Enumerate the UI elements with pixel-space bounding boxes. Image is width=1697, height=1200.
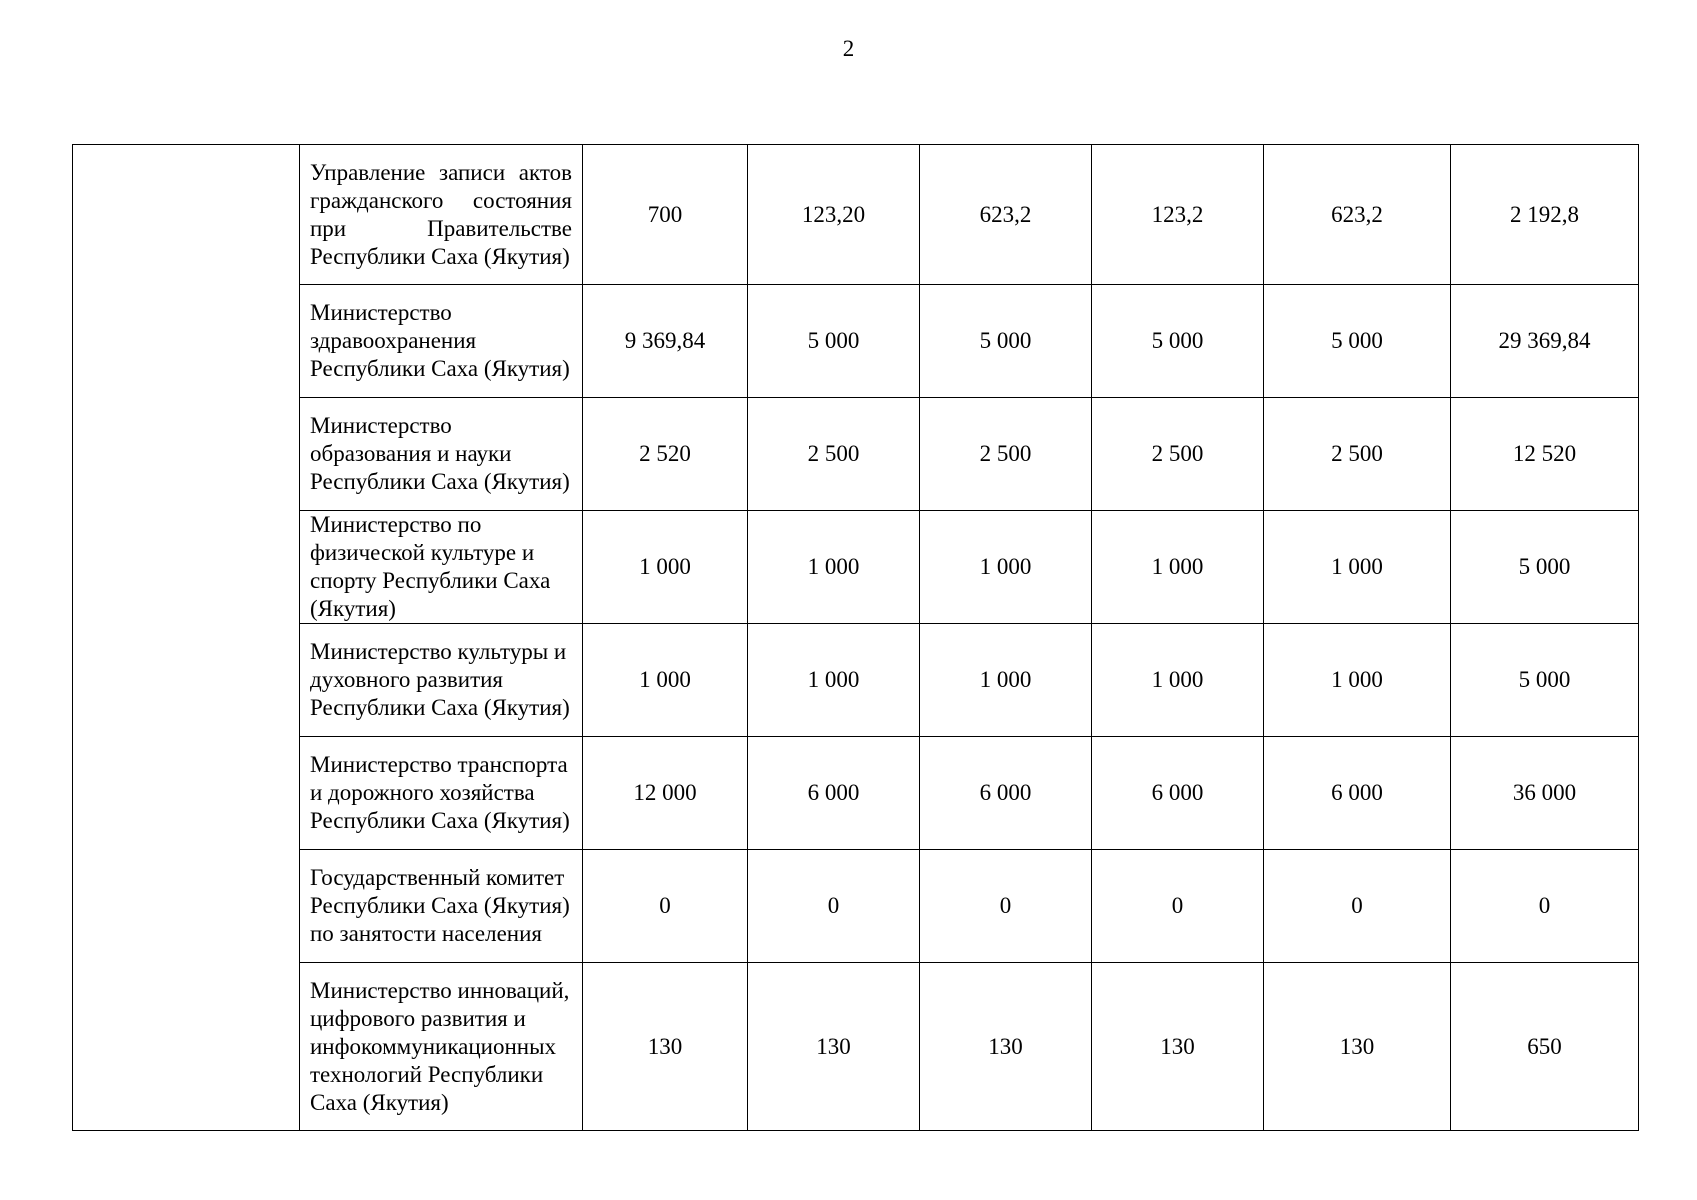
value-cell: 0 xyxy=(748,850,920,963)
total-cell: 36 000 xyxy=(1451,737,1639,850)
value-cell: 12 000 xyxy=(583,737,748,850)
table-row xyxy=(73,145,1639,285)
value-cell: 1 000 xyxy=(748,624,920,737)
value-cell: 130 xyxy=(583,963,748,1131)
table-row xyxy=(73,624,1639,737)
total-cell: 0 xyxy=(1451,850,1639,963)
value-cell: 6 000 xyxy=(1092,737,1264,850)
value-cell: 2 500 xyxy=(748,398,920,511)
value-cell: 0 xyxy=(1264,850,1451,963)
total-cell: 2 192,8 xyxy=(1451,145,1639,285)
org-name-cell: Министерство образования и науки Республики Саха (Якутия) xyxy=(300,398,583,511)
value-cell: 1 000 xyxy=(1092,511,1264,624)
value-cell: 1 000 xyxy=(920,624,1092,737)
value-cell: 123,2 xyxy=(1092,145,1264,285)
value-cell: 1 000 xyxy=(1092,624,1264,737)
total-cell: 5 000 xyxy=(1451,511,1639,624)
org-name-cell: Министерство по физической культуре и спорту Республики Саха (Якутия) xyxy=(300,511,583,624)
org-name-cell: Министерство здравоохранения Республики Саха (Якутия) xyxy=(300,285,583,398)
value-cell: 1 000 xyxy=(1264,624,1451,737)
table-row xyxy=(73,511,1639,624)
value-cell: 5 000 xyxy=(1264,285,1451,398)
total-cell: 12 520 xyxy=(1451,398,1639,511)
value-cell: 6 000 xyxy=(748,737,920,850)
merged-empty-cell xyxy=(73,145,300,1131)
value-cell: 5 000 xyxy=(748,285,920,398)
value-cell: 6 000 xyxy=(1264,737,1451,850)
page-number: 2 xyxy=(842,36,855,61)
value-cell: 623,2 xyxy=(1264,145,1451,285)
value-cell: 2 520 xyxy=(583,398,748,511)
value-cell: 1 000 xyxy=(748,511,920,624)
value-cell: 5 000 xyxy=(1092,285,1264,398)
value-cell: 0 xyxy=(1092,850,1264,963)
total-cell: 650 xyxy=(1451,963,1639,1131)
value-cell: 1 000 xyxy=(920,511,1092,624)
value-cell: 130 xyxy=(1092,963,1264,1131)
total-cell: 29 369,84 xyxy=(1451,285,1639,398)
value-cell: 5 000 xyxy=(920,285,1092,398)
org-name-cell: Министерство транспорта и дорожного хозяйства Республики Саха (Якутия) xyxy=(300,737,583,850)
value-cell: 2 500 xyxy=(1092,398,1264,511)
funding-table xyxy=(72,144,1639,1131)
table-row xyxy=(73,398,1639,511)
value-cell: 623,2 xyxy=(920,145,1092,285)
value-cell: 9 369,84 xyxy=(583,285,748,398)
org-name-cell: Управление записи актов гражданского состояния при Правительстве Республики Саха (Якутия) xyxy=(300,145,583,285)
org-name-cell: Государственный комитет Республики Саха (Якутия) по занятости населения xyxy=(300,850,583,963)
table-row xyxy=(73,737,1639,850)
table-row xyxy=(73,963,1639,1131)
value-cell: 0 xyxy=(583,850,748,963)
value-cell: 1 000 xyxy=(583,511,748,624)
org-name-cell: Министерство инноваций, цифрового развития и инфокоммуникационных технологий Республики Саха (Якутия) xyxy=(300,963,583,1131)
total-cell: 5 000 xyxy=(1451,624,1639,737)
value-cell: 1 000 xyxy=(1264,511,1451,624)
org-name-cell: Министерство культуры и духовного развития Республики Саха (Якутия) xyxy=(300,624,583,737)
value-cell: 123,20 xyxy=(748,145,920,285)
value-cell: 2 500 xyxy=(920,398,1092,511)
value-cell: 130 xyxy=(748,963,920,1131)
value-cell: 130 xyxy=(920,963,1092,1131)
value-cell: 1 000 xyxy=(583,624,748,737)
value-cell: 0 xyxy=(920,850,1092,963)
table-row xyxy=(73,285,1639,398)
value-cell: 130 xyxy=(1264,963,1451,1131)
value-cell: 2 500 xyxy=(1264,398,1451,511)
table-row xyxy=(73,850,1639,963)
value-cell: 6 000 xyxy=(920,737,1092,850)
value-cell: 700 xyxy=(583,145,748,285)
